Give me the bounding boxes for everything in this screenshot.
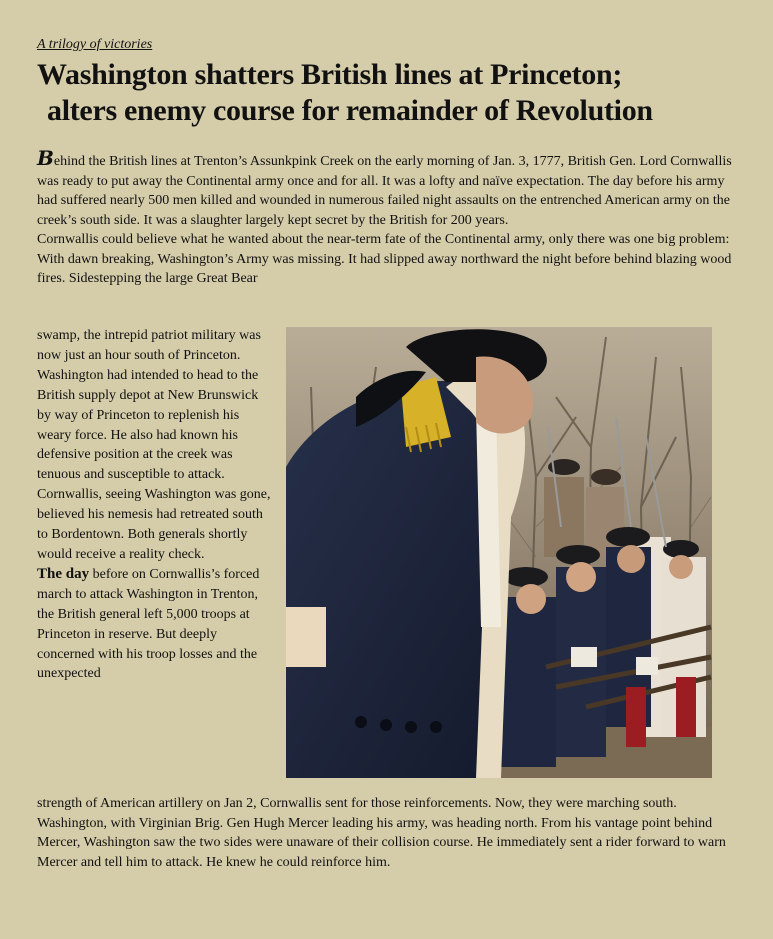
article-body-top — [37, 146, 732, 289]
paragraph-4 — [37, 565, 273, 684]
headline-line-2: alters enemy course for remainder of Revolution — [47, 94, 653, 127]
paragraph-4-text: before on Cornwallis’s forced march to attack Washington in Trenton, the British general left 5,000 troops at Princeton in reserve. But deeply concerned with his troop losses and the unexpected — [37, 566, 260, 682]
paragraph-4-lead: The day — [37, 565, 90, 582]
article-body-narrow — [37, 326, 273, 684]
headline — [37, 57, 737, 129]
paragraph-3: Washington had intended to head to the British supply depot at New Brunswick by way of Princeton to replenish his weary force. He also had known his defensive position at the creek was tenuous and susceptible to attack. Cornwallis, seeing Washington was gone, believed his nemesis had retreated south to Bordentown. Both generals shortly would receive a reality check. — [37, 367, 271, 562]
reenactment-photo — [286, 327, 712, 778]
headline-line-1: Washington shatters British lines at Princeton; — [37, 58, 623, 91]
paragraph-5: Washington, with Virginian Brig. Gen Hugh Mercer leading his army, was heading north. From his vantage point behind Mercer, Washington saw the two sides were unaware of their collision course. He immediately sent a rider forward to warn Mercer and tell him to attack. He knew he could reinforce him. — [37, 815, 726, 870]
paragraph-4-bottom: strength of American artillery on Jan 2, Cornwallis sent for those reinforcements. Now, they were marching south. — [37, 796, 677, 811]
paragraph-2-top: Cornwallis could believe what he wanted about the near-term fate of the Continental army, only there was one big problem: With dawn breaking, Washington’s Army was missing. It had slipped away northward the night before behind blazing wood fires. Sidestepping the large Great Bear — [37, 232, 732, 286]
paragraph-1-text: ehind the British lines at Trenton’s Assunkpink Creek on the early morning of Jan. 3, 1777, British Gen. Lord Cornwallis was ready to put away the Continental army once and for all. It was a lofty and naïve expectation. The day before his army had suffered nearly 500 men killed and wounded in numerous failed night assaults on the entrenched American army on the creek’s south side. It was a slaughter largely kept secret by the British for 200 years. — [37, 154, 732, 228]
paragraph-1 — [37, 146, 732, 230]
article-body-bottom — [37, 794, 737, 872]
kicker: A trilogy of victories — [37, 37, 153, 52]
drop-cap: B — [37, 146, 54, 170]
paragraph-2-narrow: swamp, the intrepid patriot military was now just an hour south of Princeton. — [37, 328, 261, 363]
photo-illustration — [286, 327, 712, 778]
